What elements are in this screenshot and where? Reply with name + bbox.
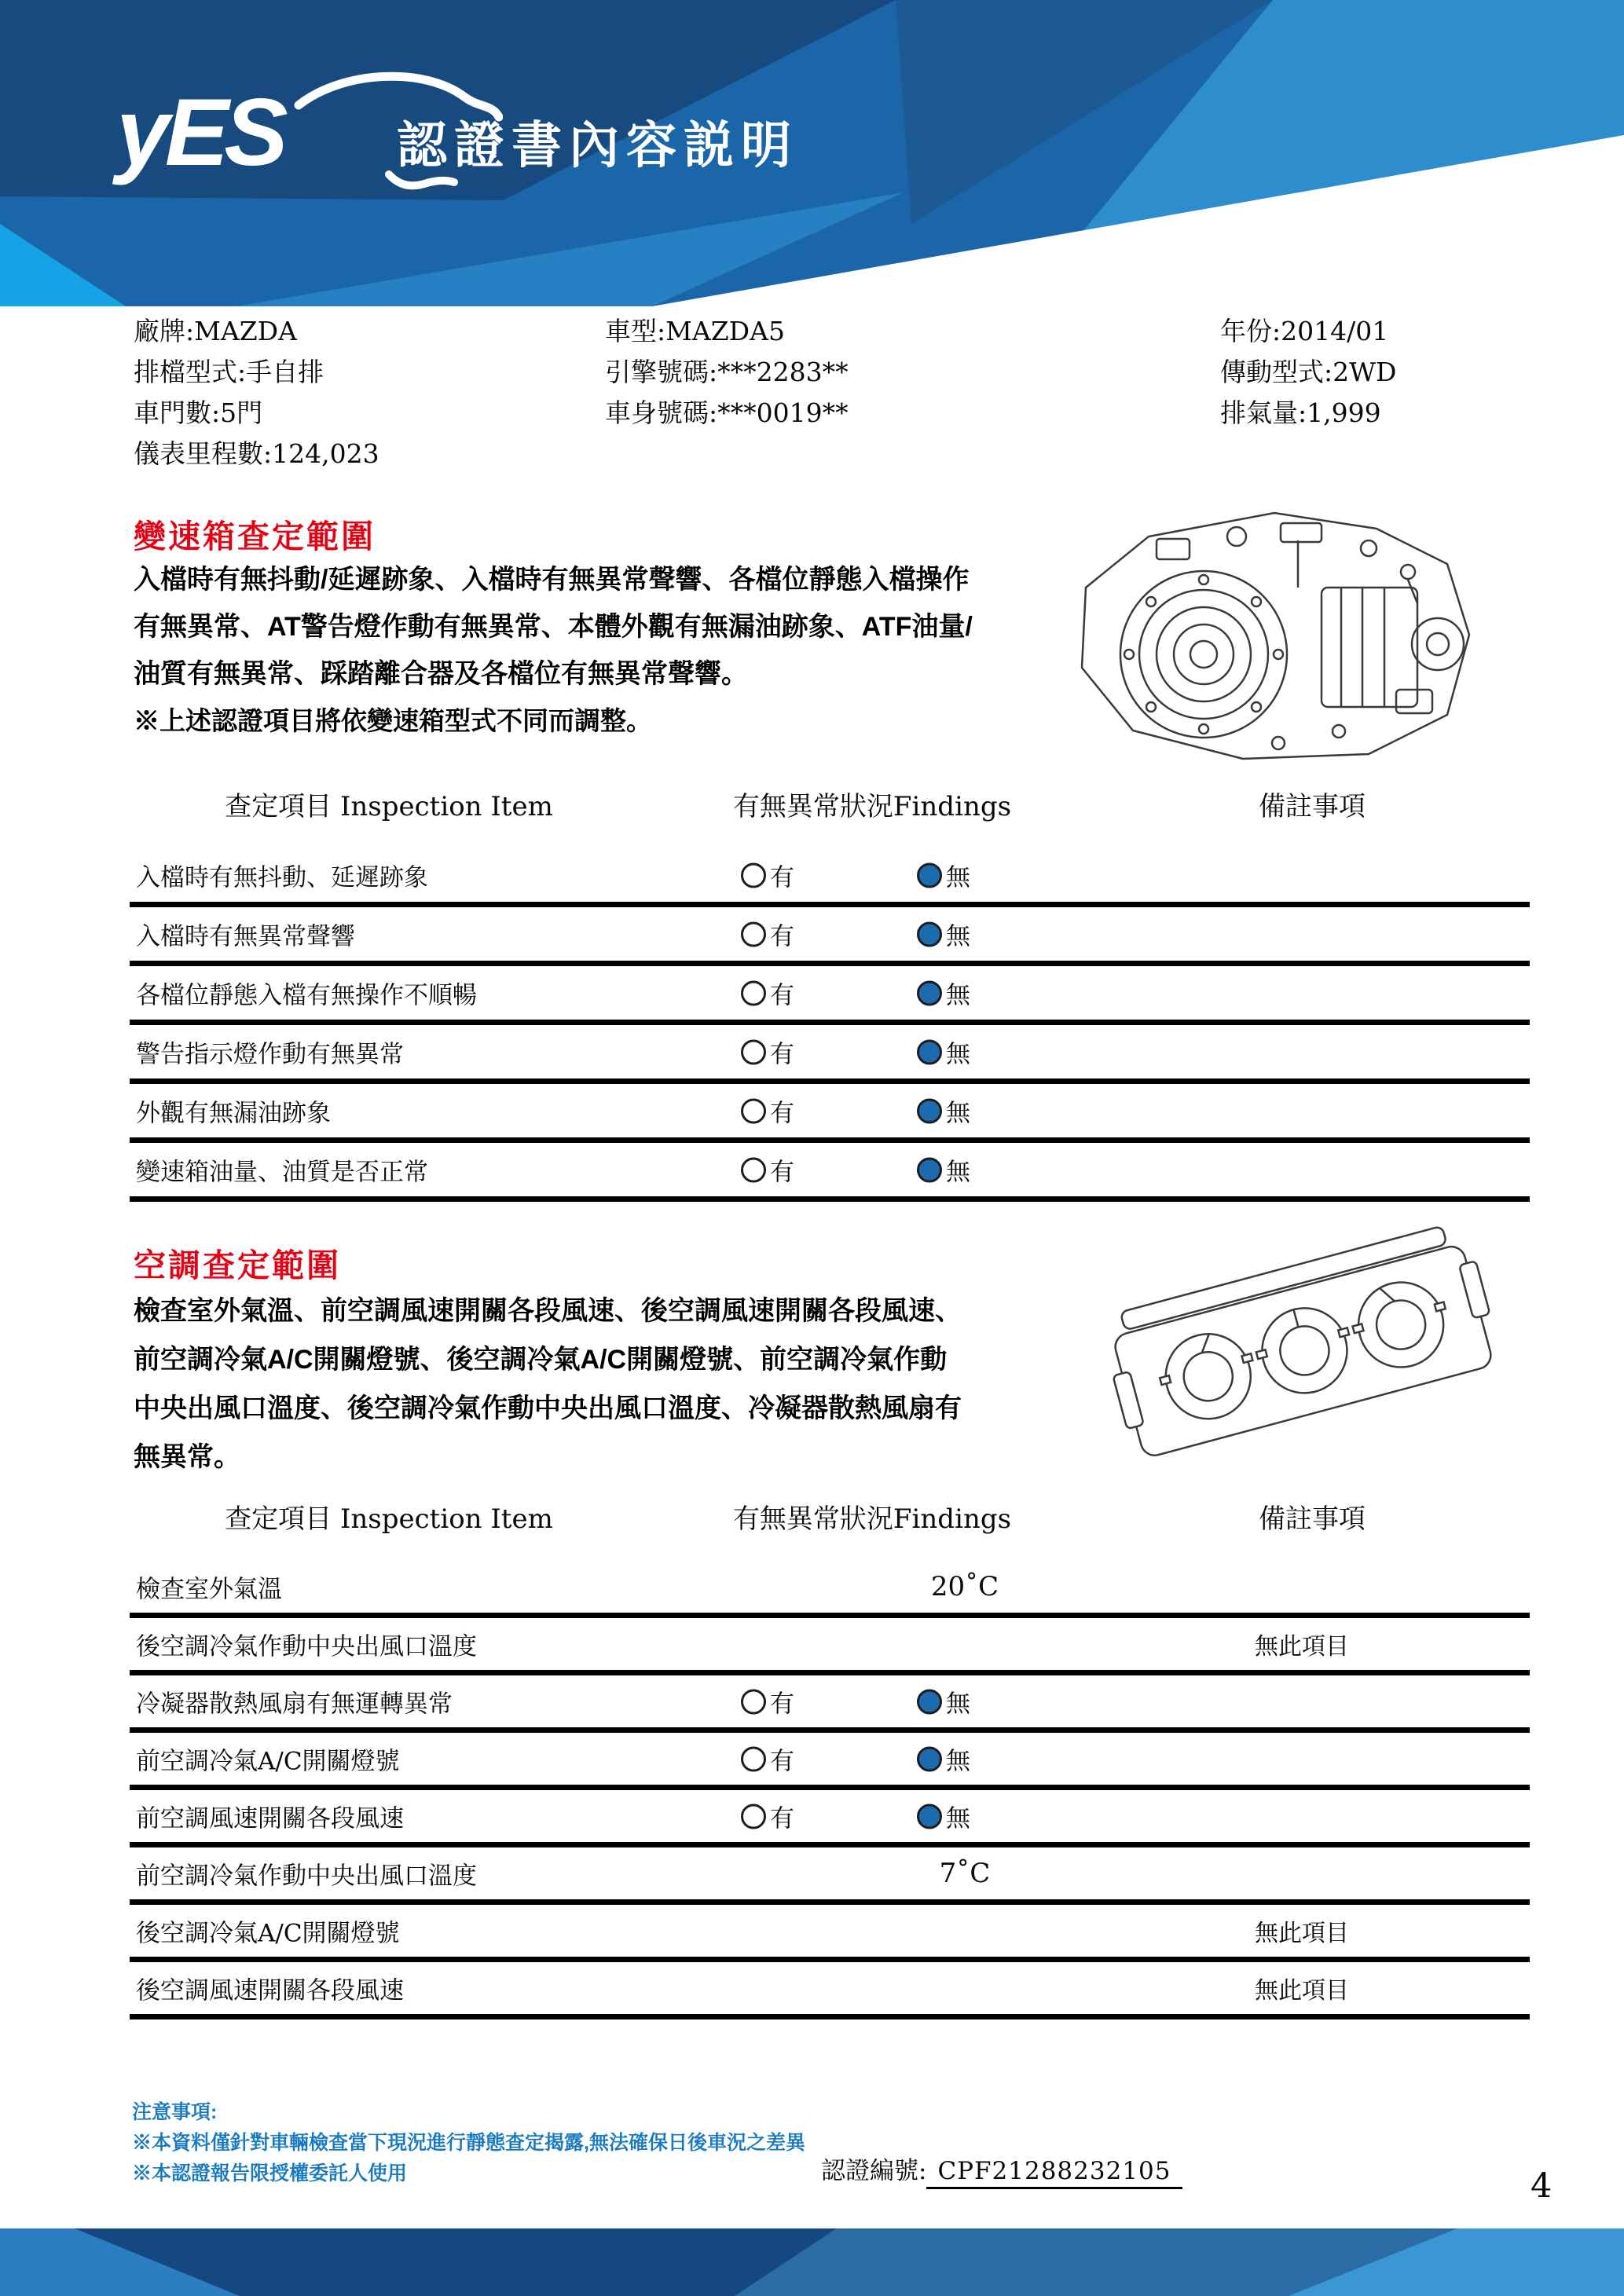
radio-no-option [917, 1093, 970, 1129]
inspection-row [130, 1790, 1530, 1847]
transmission-section-title: 變速箱查定範圍 [134, 518, 376, 555]
notes-lines [132, 2128, 805, 2189]
remark-text: 無此項目 [1255, 1920, 1349, 1947]
radio-no-label: 無 [946, 1158, 970, 1187]
certificate-number-label: 認證編號: [821, 2157, 927, 2185]
column-header-inspection-item: 查定項目 Inspection Item [225, 1503, 553, 1535]
radio-no-label: 無 [946, 981, 970, 1010]
radio-yes-option [741, 1152, 794, 1188]
radio-no-circle-selected [917, 1157, 942, 1182]
radio-no-circle-selected [917, 1746, 942, 1771]
note-line: ※本認證報告限授權委託人使用 [132, 2162, 408, 2184]
inspection-item-label: 外觀有無漏油跡象 [136, 1099, 331, 1128]
radio-yes-option [741, 1799, 794, 1834]
radio-no-label: 無 [946, 863, 970, 892]
radio-no-circle-selected [917, 1689, 942, 1714]
inspection-item-label: 後空調冷氣作動中央出風口溫度 [136, 1632, 477, 1661]
note-line: ※本資料僅針對車輛檢查當下現況進行靜態查定揭露,無法確保日後車況之差異 [132, 2132, 805, 2154]
description-line: 油質有無異常、踩踏離合器及各檔位有無異常聲響。 [134, 659, 748, 689]
description-line: 有無異常、AT警告燈作動有無異常、本體外觀有無漏油跡象、ATF油量/ [134, 612, 973, 642]
description-line: 檢查室外氣溫、前空調風速開關各段風速、後空調風速開關各段風速、 [134, 1296, 962, 1326]
radio-yes-option [741, 917, 794, 952]
vehicle-info-field: 車型:MAZDA5 [605, 316, 785, 346]
inspection-row [130, 1905, 1530, 1962]
radio-no-option [917, 858, 970, 893]
inspection-item-label: 前空調風速開關各段風速 [136, 1804, 404, 1833]
inspection-row [130, 1561, 1530, 1618]
column-header-inspection-item: 查定項目 Inspection Item [225, 791, 553, 822]
radio-no-label: 無 [946, 1747, 970, 1776]
vehicle-info-field: 儀表里程數:124,023 [134, 438, 379, 469]
table-body [130, 848, 1530, 1202]
column-header-remarks: 備註事項 [1259, 1503, 1366, 1535]
footer-notes [132, 2097, 805, 2189]
radio-no-option [917, 917, 970, 952]
radio-yes-circle [741, 1098, 766, 1123]
radio-yes-label: 有 [770, 1158, 794, 1187]
radio-no-circle-selected [917, 980, 942, 1005]
vehicle-info-field: 引擎號碼:***2283** [605, 357, 849, 387]
inspection-row [130, 848, 1530, 907]
inspection-row [130, 966, 1530, 1025]
vehicle-info-field: 車身號碼:***0019** [605, 397, 849, 428]
ac-section-title: 空調查定範圍 [134, 1247, 341, 1283]
inspection-item-label: 變速箱油量、油質是否正常 [136, 1158, 428, 1187]
radio-yes-label: 有 [770, 1040, 794, 1069]
footer-band [0, 2228, 1624, 2296]
radio-yes-label: 有 [770, 1690, 794, 1719]
vehicle-info-field: 傳動型式:2WD [1220, 357, 1397, 387]
radio-no-option [917, 1152, 970, 1188]
finding-value: 7˚C [939, 1858, 991, 1889]
table-body [130, 1561, 1530, 2020]
column-header-findings: 有無異常狀況Findings [732, 1503, 1012, 1535]
description-line: 前空調冷氣A/C開關燈號、後空調冷氣A/C開關燈號、前空調冷氣作動 [134, 1345, 948, 1375]
radio-yes-label: 有 [770, 1099, 794, 1128]
vehicle-info-column-2 [605, 311, 849, 434]
vehicle-info-field: 車門數:5門 [134, 397, 263, 428]
radio-no-option [917, 1034, 970, 1070]
transmission-section-description [134, 556, 973, 745]
radio-yes-circle [741, 862, 766, 888]
radio-yes-circle [741, 1039, 766, 1064]
description-line: 中央出風口溫度、後空調冷氣作動中央出風口溫度、冷凝器散熱風扇有 [134, 1393, 962, 1423]
radio-yes-circle [741, 1157, 766, 1182]
inspection-row [130, 1143, 1530, 1202]
table-header-row [130, 1486, 1530, 1561]
radio-no-option [917, 1799, 970, 1834]
transmission-illustration [1039, 493, 1501, 770]
radio-yes-option [741, 976, 794, 1011]
radio-no-label: 無 [946, 1690, 970, 1719]
radio-yes-circle [741, 1803, 766, 1829]
radio-no-circle-selected [917, 1039, 942, 1064]
inspection-row [130, 1675, 1530, 1733]
vehicle-info-field: 排氣量:1,999 [1220, 397, 1381, 428]
inspection-item-label: 各檔位靜態入檔有無操作不順暢 [136, 981, 477, 1010]
vehicle-info-field: 年份:2014/01 [1220, 316, 1389, 346]
radio-no-circle-selected [917, 1098, 942, 1123]
radio-yes-label: 有 [770, 922, 794, 951]
certificate-number [821, 2151, 1182, 2186]
inspection-row [130, 1025, 1530, 1084]
description-line: 入檔時有無抖動/延遲跡象、入檔時有無異常聲響、各檔位靜態入檔操作 [134, 565, 970, 595]
ac-section-description [134, 1287, 962, 1481]
inspection-row [130, 1618, 1530, 1675]
radio-no-label: 無 [946, 1099, 970, 1128]
remark-text: 無此項目 [1255, 1633, 1349, 1661]
radio-yes-circle [741, 1746, 766, 1771]
vehicle-info-column-1 [134, 311, 379, 474]
radio-no-option [917, 976, 970, 1011]
inspection-row [130, 1733, 1530, 1790]
finding-value: 20˚C [930, 1571, 999, 1602]
radio-no-label: 無 [946, 1040, 970, 1069]
inspection-item-label: 入檔時有無異常聲響 [136, 922, 355, 951]
inspection-item-label: 檢查室外氣溫 [136, 1575, 282, 1604]
transmission-section-note: ※上述認證項目將依變速箱型式不同而調整。 [134, 706, 652, 735]
logo-text: yES [116, 79, 284, 185]
inspection-row [130, 907, 1530, 966]
table-header-row [130, 774, 1530, 848]
page-title: 認證書內容説明 [397, 117, 798, 174]
radio-no-option [917, 1741, 970, 1777]
radio-no-label: 無 [946, 922, 970, 951]
radio-yes-option [741, 1741, 794, 1777]
notes-title: 注意事項: [132, 2101, 218, 2123]
column-header-remarks: 備註事項 [1259, 791, 1366, 822]
inspection-item-label: 後空調冷氣A/C開關燈號 [136, 1919, 400, 1948]
radio-yes-option [741, 1684, 794, 1719]
radio-no-label: 無 [946, 1804, 970, 1833]
inspection-item-label: 前空調冷氣A/C開關燈號 [136, 1747, 400, 1776]
transmission-inspection-table [130, 774, 1530, 1202]
inspection-item-label: 冷凝器散熱風扇有無運轉異常 [136, 1690, 453, 1719]
ac-panel-illustration [1098, 1216, 1507, 1483]
inspection-item-label: 警告指示燈作動有無異常 [136, 1040, 404, 1069]
certificate-number-value: CPF21288232105 [926, 2157, 1182, 2189]
description-line: 無異常。 [134, 1442, 240, 1472]
radio-yes-option [741, 858, 794, 893]
radio-yes-label: 有 [770, 981, 794, 1010]
inspection-item-label: 前空調冷氣作動中央出風口溫度 [136, 1862, 477, 1891]
inspection-row [130, 1962, 1530, 2020]
radio-yes-circle [741, 980, 766, 1005]
radio-yes-circle [741, 1689, 766, 1714]
vehicle-info-field: 排檔型式:手自排 [134, 357, 324, 387]
radio-yes-circle [741, 921, 766, 947]
column-header-findings: 有無異常狀況Findings [732, 791, 1012, 822]
radio-yes-option [741, 1093, 794, 1129]
ac-inspection-table [130, 1486, 1530, 2020]
radio-no-circle-selected [917, 1803, 942, 1829]
radio-yes-label: 有 [770, 1747, 794, 1776]
inspection-row [130, 1847, 1530, 1905]
vehicle-info-column-3 [1220, 311, 1397, 434]
radio-yes-label: 有 [770, 1804, 794, 1833]
radio-yes-label: 有 [770, 863, 794, 892]
radio-no-option [917, 1684, 970, 1719]
remark-text: 無此項目 [1255, 1977, 1349, 2005]
inspection-item-label: 後空調風速開關各段風速 [136, 1976, 404, 2005]
inspection-row [130, 1084, 1530, 1143]
vehicle-info-field: 廠牌:MAZDA [134, 316, 297, 346]
inspection-item-label: 入檔時有無抖動、延遲跡象 [136, 863, 428, 892]
radio-no-circle-selected [917, 921, 942, 947]
radio-no-circle-selected [917, 862, 942, 888]
page-number: 4 [1531, 2166, 1553, 2206]
radio-yes-option [741, 1034, 794, 1070]
